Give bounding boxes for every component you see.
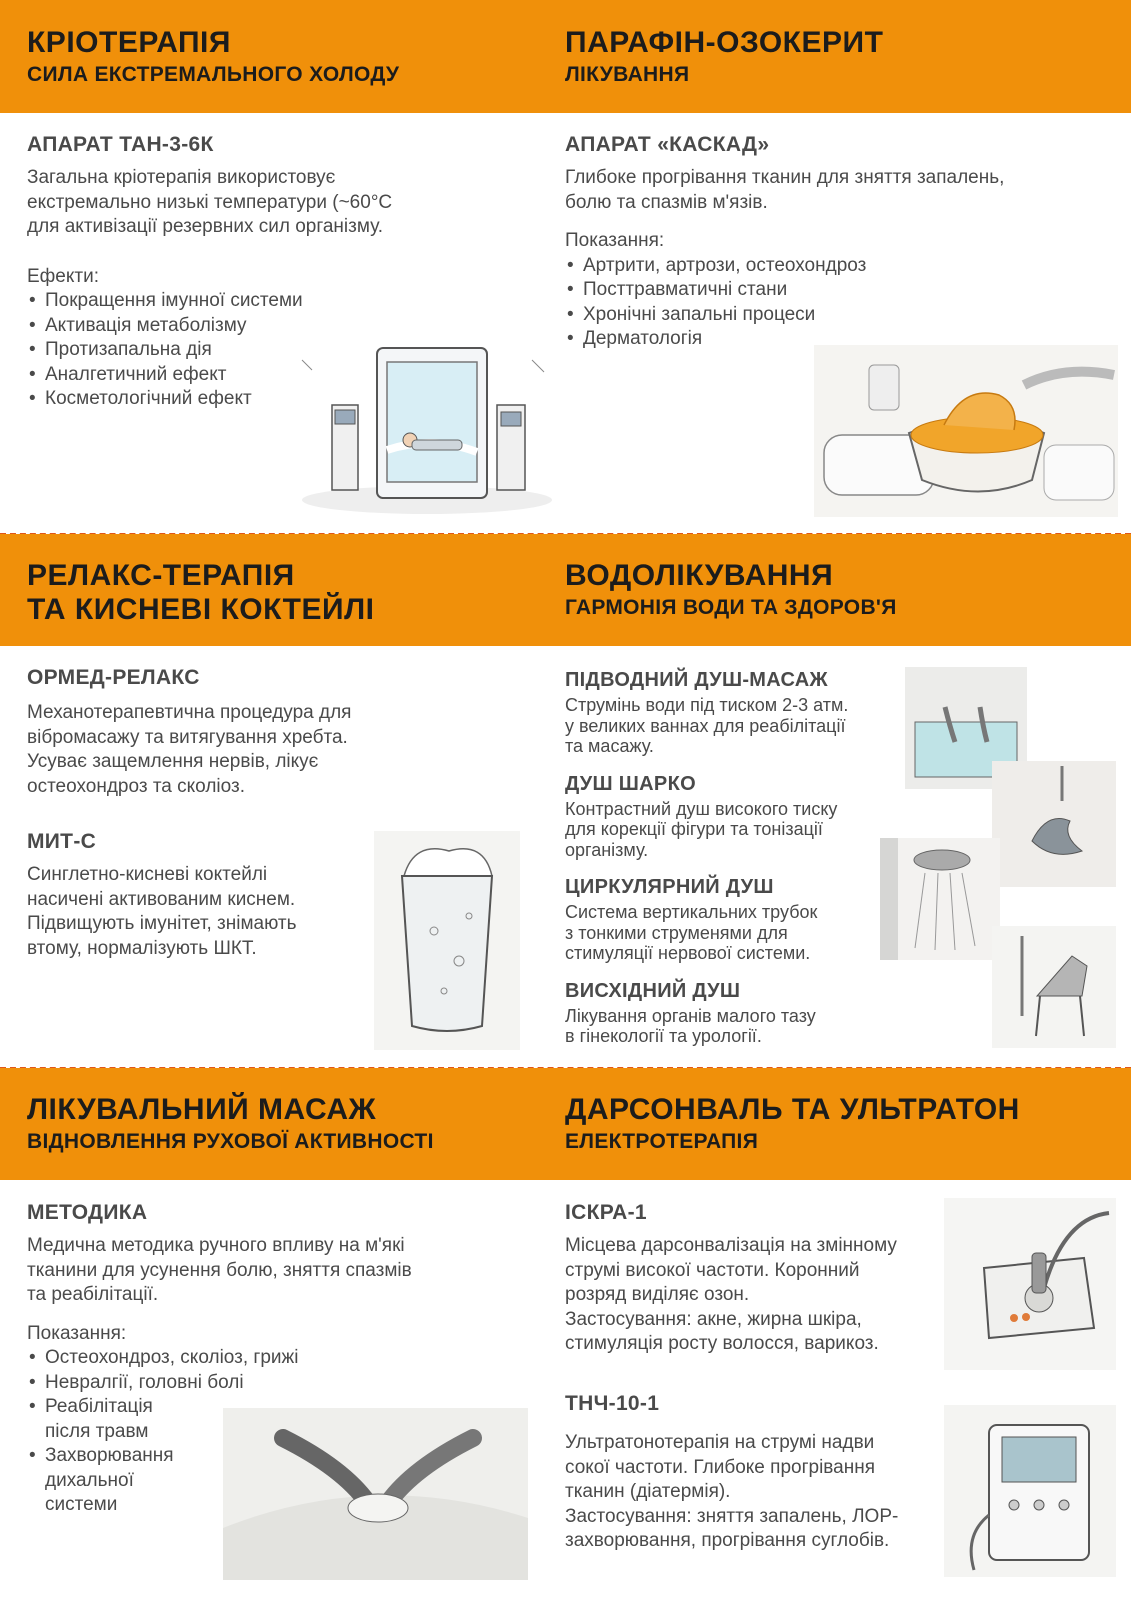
darsonval-description2: Ультратонотерапія на струмі надви сокої частоти. Глибоке прогрівання тканин (діатермія). Застосування: зняття запалень, ЛОР- захворювання, прогрівання суглобів. xyxy=(565,1432,899,1551)
cryo-title: КРІОТЕРАПІЯ xyxy=(27,26,231,59)
ascending-shower-illustration xyxy=(992,926,1116,1048)
paraffin-content xyxy=(565,132,1105,352)
darsonval-description1: Місцева дарсонвалізація на змінному струмі високої частоти. Коронний розряд виділяє озон. Застосування: акне, жирна шкіра, стимуляція росту волосся, варикоз. xyxy=(565,1235,897,1354)
hydro-item-name: ВИСХІДНИЙ ДУШ xyxy=(565,979,741,1002)
list-item: • Остеохондроз, сколіоз, грижі xyxy=(27,1346,537,1371)
list-item: • Покращення імунної системи xyxy=(27,289,527,314)
hydro-header xyxy=(565,559,1105,621)
paraffin-bowl-illustration xyxy=(814,345,1118,517)
hydro-item-underwater xyxy=(565,667,895,757)
hydro-item-name: ЦИРКУЛЯРНИЙ ДУШ xyxy=(565,876,774,898)
list-item: • Реабілітація після травм xyxy=(27,1395,537,1444)
darsonval-device1: ІСКРА-1 xyxy=(565,1201,647,1224)
relax-header xyxy=(27,559,567,627)
hydro-item-name: ПІДВОДНИЙ ДУШ-МАСАЖ xyxy=(565,669,828,691)
hydro-item-charcot xyxy=(565,771,895,861)
darsonval-header xyxy=(565,1093,1105,1155)
hydro-item-text: Струмінь води під тиском 2-3 атм. у великих ваннах для реабілітації та масажу. xyxy=(565,695,849,756)
paraffin-device: АПАРАТ «КАСКАД» xyxy=(565,133,770,156)
hydro-subtitle: ГАРМОНІЯ ВОДИ ТА ЗДОРОВ'Я xyxy=(565,596,897,619)
darsonval-subtitle: ЕЛЕКТРОТЕРАПІЯ xyxy=(565,1130,759,1153)
massage-title: ЛІКУВАЛЬНИЙ МАСАЖ xyxy=(27,1093,377,1126)
massage-header xyxy=(27,1093,567,1155)
relax-device1: ОРМЕД-РЕЛАКС xyxy=(27,666,200,689)
darsonval-device2: ТНЧ-10-1 xyxy=(565,1392,660,1415)
hydro-item-circular xyxy=(565,874,895,964)
list-item: • Посттравматичні стани xyxy=(565,278,1105,303)
relax-device2: МИТ-С xyxy=(27,830,97,853)
massage-indications-label: Показання: xyxy=(27,1322,127,1344)
charcot-shower-illustration xyxy=(992,761,1116,887)
list-item: • Протизапальна дія xyxy=(27,338,527,363)
massage-subtitle: ВІДНОВЛЕННЯ РУХОВОЇ АКТИВНОСТІ xyxy=(27,1130,434,1153)
hydro-item-text: Система вертикальних трубок з тонкими струменями для стимуляції нервової системи. xyxy=(565,902,818,963)
massage-method: МЕТОДИКА xyxy=(27,1201,148,1224)
darsonval-content-iskra xyxy=(565,1200,945,1357)
relax-content-ormed xyxy=(27,665,507,799)
relax-title-line2: ТА КИСНЕВІ КОКТЕЙЛІ xyxy=(27,593,375,626)
paraffin-description: Глибоке прогрівання тканин для зняття запалень, болю та спазмів м'язів. xyxy=(565,167,1005,213)
list-item: • Активація метаболізму xyxy=(27,314,527,339)
list-item: • Косметологічний ефект xyxy=(27,387,527,412)
hydro-content xyxy=(565,667,895,1047)
hydro-item-ascending xyxy=(565,978,895,1047)
hydro-item-text: Лікування органів малого тазу в гінекології та урології. xyxy=(565,1005,816,1046)
paraffin-indications-list xyxy=(565,254,1105,352)
list-item: • Дерматологія xyxy=(565,327,1105,352)
paraffin-indications-label: Показання: xyxy=(565,230,665,251)
darsonval-title: ДАРСОНВАЛЬ ТА УЛЬТРАТОН xyxy=(565,1093,1020,1126)
list-item: • Аналгетичний ефект xyxy=(27,363,527,388)
massage-description: Медична методика ручного впливу на м'які тканини для усунення болю, зняття спазмів та реабілітації. xyxy=(27,1235,412,1305)
relax-title-line1: РЕЛАКС-ТЕРАПІЯ xyxy=(27,559,295,592)
relax-content-mit xyxy=(27,829,357,961)
darsonval-device-illustration xyxy=(944,1198,1116,1370)
cryo-description: Загальна кріотерапія використовує екстремально низькі температури (~60°С для активізації резервних сил організму. xyxy=(27,167,393,237)
oxygen-cocktail-illustration xyxy=(374,831,520,1050)
list-item: • Хронічні запальні процеси xyxy=(565,303,1105,328)
cryo-subtitle: СИЛА ЕКСТРЕМАЛЬНОГО ХОЛОДУ xyxy=(27,63,400,86)
paraffin-title: ПАРАФІН-ОЗОКЕРИТ xyxy=(565,26,884,59)
cryo-header xyxy=(27,26,567,88)
circular-shower-illustration xyxy=(880,838,1000,960)
hydro-item-name: ДУШ ШАРКО xyxy=(565,772,696,795)
paraffin-header xyxy=(565,26,1105,88)
darsonval-content-tnch xyxy=(565,1391,945,1554)
list-item: • Невралгії, головні болі xyxy=(27,1371,537,1396)
tnch-device-illustration xyxy=(944,1405,1116,1577)
relax-description2: Синглетно-кисневі коктейлі насичені активованим киснем. Підвищують імунітет, знімають втому, нормалізують ШКТ. xyxy=(27,864,297,959)
list-item: • Артрити, артрози, остеохондроз xyxy=(565,254,1105,279)
massage-hands-illustration xyxy=(223,1408,528,1580)
relax-description1: Механотерапевтична процедура для вібромасажу та витягування хребта. Усуває защемлення нервів, лікує остеохондроз та сколіоз. xyxy=(27,702,352,797)
cryo-effects-label: Ефекти: xyxy=(27,265,99,287)
cryo-chamber-illustration xyxy=(292,340,562,515)
list-item: • Захворювання дихальної системи xyxy=(27,1444,537,1518)
paraffin-subtitle: ЛІКУВАННЯ xyxy=(565,63,690,86)
hydro-title: ВОДОЛІКУВАННЯ xyxy=(565,559,834,592)
cryo-device: АПАРАТ ТАН-3-6К xyxy=(27,133,214,156)
hydro-item-text: Контрастний душ високого тиску для корекції фігури та тонізації організму. xyxy=(565,798,838,860)
